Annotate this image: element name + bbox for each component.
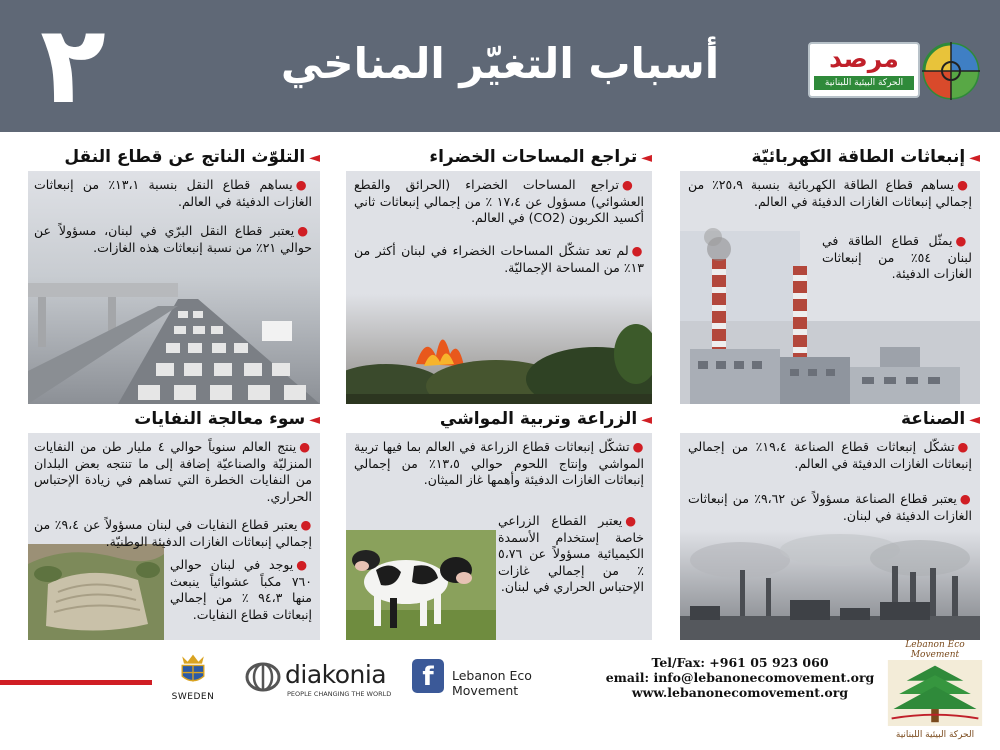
marsad-logo-badge: [808, 42, 920, 98]
eco-logo-title: Lebanon Eco Movement: [905, 640, 965, 660]
facebook-link[interactable]: [412, 659, 602, 698]
arrow-icon: ◄: [309, 150, 320, 166]
diakonia-logo: [245, 660, 405, 704]
section-title: ◄التلوّث الناتج عن قطاع النقل: [64, 147, 320, 167]
forest-fire-photo: [346, 294, 652, 404]
marsad-logo-subtitle: الحركة البيئية اللبنانية: [814, 76, 914, 90]
section-industry: [680, 406, 980, 640]
arrow-icon: ◄: [641, 412, 652, 428]
section-panel: [346, 433, 652, 640]
cows-photo: [346, 530, 496, 640]
section-panel: [28, 171, 320, 404]
cedar-tree-icon: [887, 660, 983, 726]
diakonia-symbol-icon: [245, 662, 281, 692]
section-waste: [28, 406, 320, 640]
industry-paragraph-2: ●يعتبر قطاع الصناعة مسؤولاً عن ٩،٦٢٪ من إنبعاثات الغازات الدفيئة في لبنان.: [688, 491, 972, 523]
agriculture-paragraph-2: ●يعتبر القطاع الزراعي خاصة إستخدام الأسمدة الكيميائية مسؤولاً عن ٥،٧٦ ٪ من إجمالي غازات الإحتباس الحراري في لبنان.: [498, 513, 644, 594]
diakonia-name: diakonia: [285, 660, 387, 689]
sweden-logo: [166, 650, 220, 706]
industry-paragraph-1: ●تشكّل إنبعاثات قطاع الصناعة ١٩،٤٪ من إجمالي إنبعاثات الغازات الدفيئة في العالم.: [688, 439, 972, 471]
footer-accent-line: [0, 680, 152, 685]
facebook-icon: f: [412, 659, 444, 693]
transport-paragraph-2: ●يعتبر قطاع النقل البرّي في لبنان، مسؤولاً عن حوالي ٢١٪ من نسبة إنبعاثات هذه الغازات.: [34, 223, 312, 255]
section-panel: [28, 433, 320, 640]
waste-paragraph-3: ●يوجد في لبنان حوالي ٧٦٠ مكباً عشوائياً ينبعث منها ٩٤،٣ ٪ من إجمالي إنبعاثات قطاع النفايات.: [170, 557, 312, 622]
section-title: ◄سوء معالجة النفايات: [134, 409, 320, 429]
section-energy: [680, 144, 980, 404]
section-transport: [28, 144, 320, 404]
facebook-page-name: Lebanon Eco Movement: [452, 668, 532, 698]
diakonia-tagline: PEOPLE CHANGING THE WORLD: [287, 690, 392, 698]
waste-paragraph-1: ●ينتج العالم سنوياً حوالي ٤ مليار طن من النفايات المنزليّة والصناعيّة إضافة إلى ما تنتجه بعض البلدان من النفايات الخطرة التي تساهم في زيادة الإحتباس الحراري.: [34, 439, 312, 504]
contact-email[interactable]: email: info@lebanonecomovement.org: [605, 670, 875, 685]
forests-paragraph-1: ●تراجع المساحات الخضراء (الحرائق والقطع العشوائي) مسؤول عن ١٧،٤ ٪ من إجمالي إنبعاثات ثاني أكسيد الكربون (CO2) في العالم.: [354, 177, 645, 225]
crown-shield-icon: [175, 650, 211, 688]
eco-logo-arabic: الحركة البيئية اللبنانية: [895, 730, 975, 740]
agriculture-paragraph-1: ●تشكّل إنبعاثات قطاع الزراعة في العالم بما فيها تربية المواشي وإنتاج اللحوم حوالي ١٣،٥٪ من إجمالي إنبعاثات الغازات الدفيئة وأهمها غاز الميثان.: [354, 439, 644, 487]
sweden-label: SWEDEN: [171, 692, 215, 702]
page-title: أسباب التغيّر المناخي: [280, 39, 720, 88]
industrial-smoke-photo: [680, 530, 980, 640]
arrow-icon: ◄: [969, 412, 980, 428]
globe-icon: [920, 40, 982, 102]
section-title: ◄إنبعاثات الطاقة الكهربائيّة: [751, 147, 980, 167]
energy-paragraph-2: ●يمثّل قطاع الطاقة في لبنان ٥٤٪ من إنبعاثات الغازات الدفيئة.: [822, 233, 972, 281]
energy-paragraph-1: ●يساهم قطاع الطاقة الكهربائية بنسبة ٢٥،٩٪ من إجمالي إنبعاثات الغازات الدفيئة في العالم.: [688, 177, 972, 209]
marsad-logo: [808, 40, 980, 106]
marsad-logo-word: مرصد: [829, 44, 899, 73]
section-title: ◄الزراعة وتربية المواشي: [439, 409, 652, 429]
section-title: ◄الصناعة: [901, 409, 980, 429]
contact-info: [605, 655, 875, 700]
header-banner: [0, 0, 1000, 132]
forests-paragraph-2: ●لم تعد تشكّل المساحات الخضراء في لبنان أكثر من ١٣٪ من المساحة الإجماليّة.: [354, 243, 644, 275]
section-panel: [680, 171, 980, 404]
arrow-icon: ◄: [309, 412, 320, 428]
lebanon-eco-movement-logo: [880, 640, 990, 746]
arrow-icon: ◄: [641, 150, 652, 166]
section-agriculture: [346, 406, 652, 640]
section-panel: [346, 171, 652, 404]
landfill-photo: [28, 544, 164, 640]
poster-number: ٢: [40, 3, 106, 128]
section-panel: [680, 433, 980, 640]
arrow-icon: ◄: [969, 150, 980, 166]
section-title: ◄تراجع المساحات الخضراء: [429, 147, 652, 167]
transport-paragraph-1: ●يساهم قطاع النقل بنسبة ١٣،١٪ من إنبعاثات الغازات الدفيئة في العالم.: [34, 177, 312, 209]
contact-phone: Tel/Fax: +961 05 923 060: [651, 655, 829, 670]
section-forests: [346, 144, 652, 404]
contact-website[interactable]: www.lebanonecomovement.org: [631, 685, 849, 700]
waste-paragraph-2: ●يعتبر قطاع النفايات في لبنان مسؤولاً عن ٩،٤٪ من إجمالي إنبعاثات الغازات الدفيئة الوطنيّة.: [34, 517, 312, 549]
